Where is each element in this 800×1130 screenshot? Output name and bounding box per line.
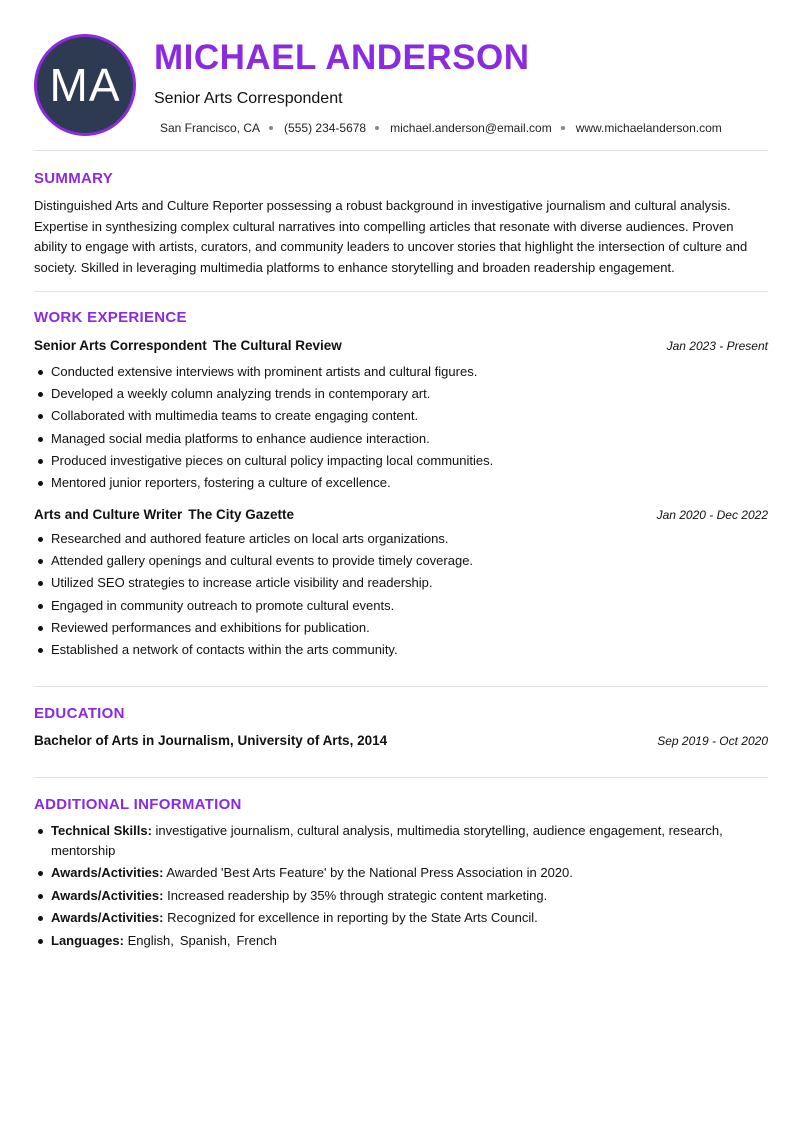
- list-item: Researched and authored feature articles on local arts organizations.: [34, 528, 768, 550]
- list-item: [34, 863, 768, 883]
- education-dates: Sep 2019 - Oct 2020: [657, 734, 768, 748]
- additional-heading: ADDITIONAL INFORMATION: [34, 796, 242, 813]
- job-title: [34, 338, 342, 353]
- job-dates: Jan 2023 - Present: [666, 339, 768, 353]
- job-title: [34, 507, 294, 522]
- job-company: The Cultural Review: [212, 338, 342, 353]
- list-item: Established a network of contacts within the arts community.: [34, 639, 768, 661]
- list-item: Collaborated with multimedia teams to create engaging content.: [34, 405, 768, 427]
- list-item: Conducted extensive interviews with prominent artists and cultural figures.: [34, 361, 768, 383]
- job-header: [34, 507, 768, 522]
- info-text: investigative journalism, cultural analysis, multimedia storytelling, audience engagement, research, mentorship: [51, 823, 723, 858]
- contact-website[interactable]: [576, 121, 722, 135]
- info-text: Recognized for excellence in reporting by the State Arts Council.: [167, 910, 538, 925]
- list-item: Utilized SEO strategies to increase article visibility and readership.: [34, 572, 768, 594]
- language: Spanish,: [179, 932, 231, 948]
- email-link[interactable]: michael.anderson@email.com: [390, 121, 552, 135]
- summary-text: Distinguished Arts and Culture Reporter possessing a robust background in investigative journalism and cultural analysis. Expertise in synthesizing complex cultural narratives into compelling articles that resonate with diverse audiences. Proven ability to engage with artists, curators, and community leaders to uncover stories that highlight the intersection of culture and society. Skilled in leveraging multimedia platforms to enhance storytelling and broaden readership engagement.: [34, 198, 748, 275]
- separator-dot: [561, 126, 565, 130]
- language: English,: [127, 932, 174, 948]
- avatar: MA: [34, 34, 136, 136]
- summary-heading: SUMMARY: [34, 170, 114, 187]
- info-label: Awards/Activities:: [51, 887, 164, 903]
- candidate-role: Senior Arts Correspondent: [154, 90, 343, 107]
- list-item: Developed a weekly column analyzing trends in contemporary art.: [34, 383, 768, 405]
- location-text: San Francisco, CA: [160, 121, 261, 135]
- list-item: [34, 886, 768, 906]
- job-bullets: [34, 528, 768, 661]
- list-item: [34, 908, 768, 928]
- list-item: Reviewed performances and exhibitions for publication.: [34, 617, 768, 639]
- education-heading: EDUCATION: [34, 705, 125, 722]
- info-label: Awards/Activities:: [51, 865, 164, 880]
- job-bullets: [34, 361, 768, 494]
- list-item: Managed social media platforms to enhance audience interaction.: [34, 428, 768, 450]
- language: French: [236, 932, 277, 948]
- job-company: The City Gazette: [188, 507, 295, 522]
- job-dates: Jan 2020 - Dec 2022: [656, 508, 768, 522]
- divider: [34, 150, 768, 151]
- contact-phone: [284, 121, 390, 135]
- divider: [34, 777, 768, 778]
- additional-list: [34, 821, 768, 953]
- experience-heading: WORK EXPERIENCE: [34, 309, 187, 326]
- info-label: Technical Skills:: [51, 823, 152, 838]
- job-position: Senior Arts Correspondent: [34, 338, 207, 353]
- job-header: [34, 338, 768, 353]
- separator-dot: [269, 126, 273, 130]
- list-item: Attended gallery openings and cultural events to provide timely coverage.: [34, 550, 768, 572]
- separator-dot: [375, 126, 379, 130]
- list-item: [34, 931, 768, 951]
- candidate-name: MICHAEL ANDERSON: [154, 38, 530, 77]
- website-link[interactable]: www.michaelanderson.com: [575, 121, 722, 135]
- education-degree: Bachelor of Arts in Journalism, University of Arts, 2014: [34, 733, 388, 748]
- divider: [34, 686, 768, 687]
- contact-email[interactable]: [390, 121, 576, 135]
- education-entry: [34, 733, 768, 748]
- phone-text: (555) 234-5678: [284, 121, 367, 135]
- list-item: Mentored junior reporters, fostering a culture of excellence.: [34, 472, 768, 494]
- contact-line: [160, 121, 722, 135]
- list-item: [34, 821, 768, 860]
- resume-header: [34, 34, 768, 138]
- info-label: Languages:: [51, 932, 124, 948]
- divider: [34, 291, 768, 292]
- job-position: Arts and Culture Writer: [34, 507, 183, 522]
- info-text: Awarded 'Best Arts Feature' by the National Press Association in 2020.: [166, 865, 573, 880]
- info-label: Awards/Activities:: [51, 910, 164, 925]
- list-item: Produced investigative pieces on cultural policy impacting local communities.: [34, 450, 768, 472]
- info-text: Increased readership by 35% through strategic content marketing.: [167, 887, 548, 903]
- list-item: Engaged in community outreach to promote cultural events.: [34, 595, 768, 617]
- contact-location: [160, 121, 284, 135]
